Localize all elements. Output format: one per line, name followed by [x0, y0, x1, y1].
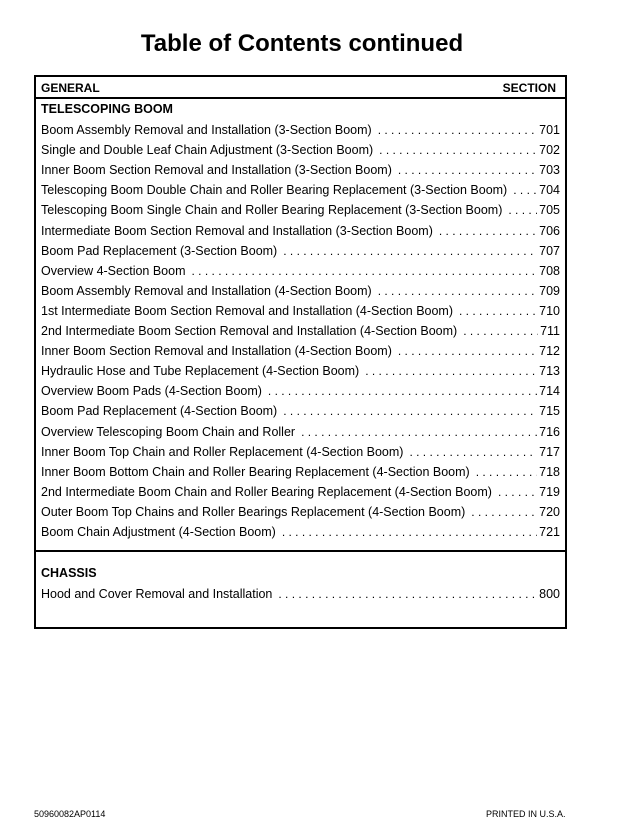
toc-entry-title: 2nd Intermediate Boom Chain and Roller Bearing Replacement (4-Section Boom) [41, 484, 492, 499]
toc-entry[interactable] [41, 418, 560, 438]
toc-dot-leader [459, 304, 537, 318]
toc-entry-section-number: 710 [539, 303, 560, 318]
toc-entry[interactable] [41, 581, 560, 601]
toc-dot-leader [398, 163, 537, 177]
toc-dot-leader [378, 284, 537, 298]
footer-document-number: 50960082AP0114 [34, 809, 106, 819]
footer-printed-in: PRINTED IN U.S.A. [486, 809, 566, 819]
toc-entry-section-number: 720 [539, 504, 560, 519]
toc-entry-section-number: 713 [539, 364, 560, 379]
toc-entry-section-number: 708 [539, 263, 560, 278]
toc-entry-title: Hood and Cover Removal and Installation [41, 587, 273, 602]
toc-dot-leader [471, 505, 537, 519]
toc-entry-title: Intermediate Boom Section Removal and Installation (3-Section Boom) [41, 223, 433, 238]
toc-entry-title: Inner Boom Top Chain and Roller Replacement (4-Section Boom) [41, 444, 404, 459]
toc-entry-section-number: 719 [539, 484, 560, 499]
toc-dot-leader [278, 587, 537, 601]
toc-header-general: GENERAL [41, 81, 100, 95]
toc-entry-section-number: 705 [539, 203, 560, 218]
toc-entry-title: 2nd Intermediate Boom Section Removal and Installation (4-Section Boom) [41, 324, 458, 339]
toc-entry-section-number: 715 [539, 404, 560, 419]
toc-entry-section-number: 703 [539, 163, 560, 178]
toc-dot-leader [476, 465, 537, 479]
toc-entry[interactable] [41, 238, 560, 258]
toc-entry-title: Overview 4-Section Boom [41, 263, 186, 278]
toc-entry-section-number: 706 [539, 223, 560, 238]
toc-header-section: SECTION [502, 81, 556, 95]
toc-entry-section-number: 712 [539, 344, 560, 359]
toc-entry-title: Inner Boom Section Removal and Installation (3-Section Boom) [41, 163, 392, 178]
toc-entry-section-number: 701 [539, 123, 560, 138]
toc-entry-section-number: 707 [539, 243, 560, 258]
toc-entry-title: Overview Telescoping Boom Chain and Roller [41, 424, 296, 439]
toc-dot-leader [409, 445, 537, 459]
group-title-telescoping-boom: TELESCOPING BOOM [41, 102, 173, 116]
toc-entry[interactable] [41, 197, 560, 217]
toc-entry[interactable] [41, 519, 560, 539]
toc-entry[interactable] [41, 398, 560, 418]
toc-entry[interactable] [41, 278, 560, 298]
toc-dot-leader [379, 143, 537, 157]
toc-entry-section-number: 714 [539, 384, 560, 399]
toc-entry-title: Single and Double Leaf Chain Adjustment (3-Section Boom) [41, 143, 374, 158]
telescoping-boom-entries [41, 117, 560, 539]
toc-entry[interactable] [41, 117, 560, 137]
toc-entry-section-number: 702 [539, 143, 560, 158]
group-title-chassis: CHASSIS [41, 566, 97, 580]
toc-entry-section-number: 704 [539, 183, 560, 198]
toc-entry-title: Boom Assembly Removal and Installation (4-Section Boom) [41, 283, 372, 298]
toc-entry-title: Overview Boom Pads (4-Section Boom) [41, 384, 262, 399]
toc-entry-title: Inner Boom Section Removal and Installation (4-Section Boom) [41, 344, 392, 359]
toc-table [34, 75, 567, 629]
toc-dot-leader [398, 344, 537, 358]
toc-entry-section-number: 711 [540, 324, 560, 339]
toc-entry-title: Boom Chain Adjustment (4-Section Boom) [41, 524, 276, 539]
toc-dot-leader [365, 364, 537, 378]
toc-dot-leader [498, 485, 537, 499]
toc-entry-title: Outer Boom Top Chains and Roller Bearings Replacement (4-Section Boom) [41, 504, 466, 519]
toc-entry[interactable] [41, 177, 560, 197]
toc-entry-title: Telescoping Boom Single Chain and Roller Bearing Replacement (3-Section Boom) [41, 203, 503, 218]
toc-dot-leader [283, 244, 537, 258]
toc-entry-title: Boom Pad Replacement (3-Section Boom) [41, 243, 278, 258]
toc-dot-leader [283, 404, 537, 418]
toc-dot-leader [301, 425, 537, 439]
toc-dot-leader [508, 203, 537, 217]
toc-entry-section-number: 721 [539, 524, 560, 539]
toc-entry[interactable] [41, 157, 560, 177]
toc-entry-title: Hydraulic Hose and Tube Replacement (4-Section Boom) [41, 364, 360, 379]
toc-entry[interactable] [41, 137, 560, 157]
toc-entry[interactable] [41, 439, 560, 459]
toc-dot-leader [378, 123, 537, 137]
section-divider [36, 550, 565, 552]
toc-entry-section-number: 718 [539, 464, 560, 479]
toc-entry-title: Inner Boom Bottom Chain and Roller Bearing Replacement (4-Section Boom) [41, 464, 470, 479]
toc-dot-leader [513, 183, 537, 197]
toc-header-row [36, 77, 565, 99]
toc-dot-leader [439, 224, 537, 238]
toc-dot-leader [463, 324, 538, 338]
toc-entry[interactable] [41, 459, 560, 479]
toc-entry-section-number: 717 [539, 444, 560, 459]
toc-entry-title: 1st Intermediate Boom Section Removal and Installation (4-Section Boom) [41, 303, 454, 318]
toc-dot-leader [192, 264, 538, 278]
toc-entry[interactable] [41, 479, 560, 499]
toc-entry[interactable] [41, 318, 560, 338]
toc-dot-leader [282, 525, 537, 539]
toc-entry[interactable] [41, 298, 560, 318]
toc-entry[interactable] [41, 258, 560, 278]
toc-entry-title: Telescoping Boom Double Chain and Roller Bearing Replacement (3-Section Boom) [41, 183, 508, 198]
toc-entry[interactable] [41, 338, 560, 358]
toc-entry[interactable] [41, 358, 560, 378]
toc-entry[interactable] [41, 378, 560, 398]
chassis-entries [41, 581, 560, 601]
toc-entry[interactable] [41, 499, 560, 519]
toc-entry-section-number: 800 [539, 587, 560, 602]
toc-dot-leader [268, 384, 537, 398]
toc-entry-title: Boom Pad Replacement (4-Section Boom) [41, 404, 278, 419]
toc-entry-section-number: 709 [539, 283, 560, 298]
toc-entry[interactable] [41, 217, 560, 237]
page-title: Table of Contents continued [140, 30, 464, 57]
toc-entry-title: Boom Assembly Removal and Installation (3-Section Boom) [41, 123, 372, 138]
toc-entry-section-number: 716 [539, 424, 560, 439]
